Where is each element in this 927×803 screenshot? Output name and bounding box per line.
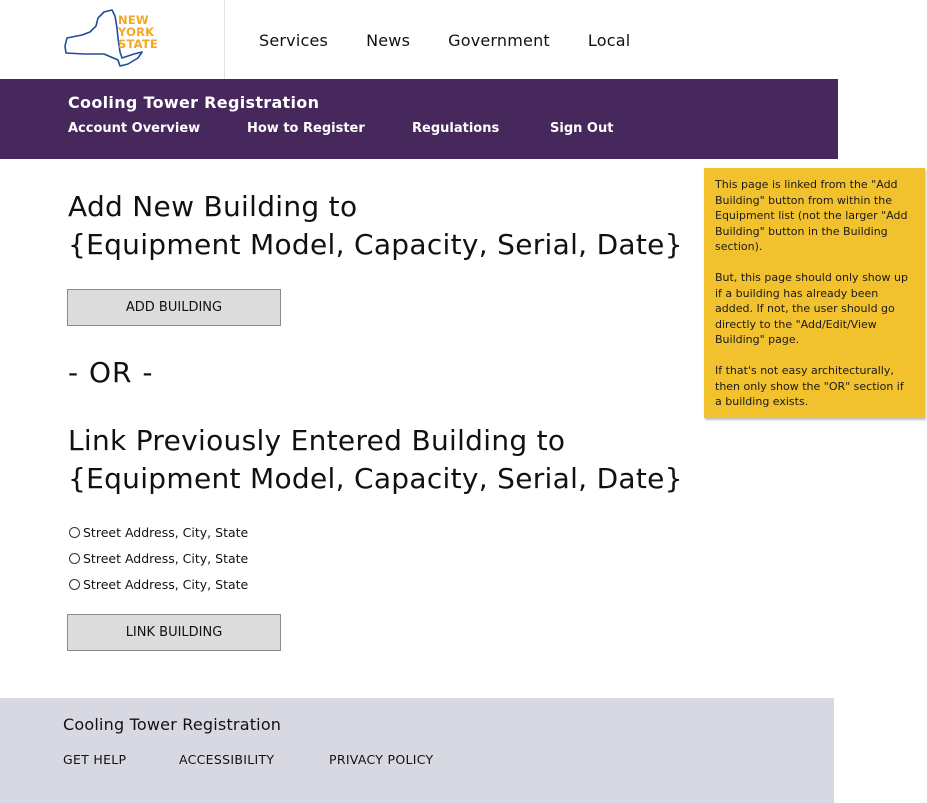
heading-line: Add New Building to bbox=[68, 190, 358, 223]
note-paragraph: If that's not easy architecturally, then only show the "OR" section if a building exists. bbox=[715, 364, 904, 408]
site-header bbox=[0, 0, 838, 79]
radio-unchecked-icon[interactable] bbox=[69, 553, 80, 564]
nav-local[interactable]: Local bbox=[587, 31, 631, 50]
site-footer bbox=[0, 698, 834, 803]
subnav-how-to-register[interactable]: How to Register bbox=[247, 121, 365, 136]
link-building-heading bbox=[68, 422, 683, 498]
header-divider bbox=[224, 0, 225, 79]
or-separator: - OR - bbox=[68, 356, 154, 389]
footer-link-get-help[interactable]: GET HELP bbox=[63, 752, 127, 767]
annotation-note bbox=[704, 168, 925, 418]
heading-line: {Equipment Model, Capacity, Serial, Date} bbox=[68, 462, 683, 495]
logo-line: NEW bbox=[118, 13, 149, 27]
footer-link-privacy-policy[interactable]: PRIVACY POLICY bbox=[329, 752, 434, 767]
address-label: Street Address, City, State bbox=[83, 551, 249, 566]
app-bar bbox=[0, 79, 838, 159]
footer-link-accessibility[interactable]: ACCESSIBILITY bbox=[179, 752, 275, 767]
heading-line: Link Previously Entered Building to bbox=[68, 424, 566, 457]
subnav-regulations[interactable]: Regulations bbox=[412, 121, 500, 136]
address-option[interactable] bbox=[69, 577, 248, 592]
nav-services[interactable]: Services bbox=[259, 31, 329, 50]
add-building-button[interactable]: ADD BUILDING bbox=[67, 289, 281, 326]
note-paragraph: But, this page should only show up if a building has already been added. If not, the user should go directly to the "Add/Edit/View Building" page. bbox=[715, 271, 908, 346]
address-label: Street Address, City, State bbox=[83, 577, 249, 592]
nav-news[interactable]: News bbox=[366, 31, 411, 50]
address-label: Street Address, City, State bbox=[83, 525, 249, 540]
app-title: Cooling Tower Registration bbox=[68, 93, 320, 112]
heading-line: {Equipment Model, Capacity, Serial, Date} bbox=[68, 228, 683, 261]
note-paragraph: This page is linked from the "Add Building" button from within the Equipment list (not the larger "Add Building" button in the Building section). bbox=[715, 178, 908, 253]
logo-line: YORK bbox=[118, 25, 155, 39]
address-option[interactable] bbox=[69, 525, 248, 540]
address-option[interactable] bbox=[69, 551, 248, 566]
logo-wordmark bbox=[118, 14, 158, 50]
top-nav bbox=[259, 31, 668, 50]
subnav-sign-out[interactable]: Sign Out bbox=[550, 121, 614, 136]
link-building-button[interactable]: LINK BUILDING bbox=[67, 614, 281, 651]
app-subnav bbox=[0, 121, 838, 139]
logo-line: STATE bbox=[118, 37, 158, 51]
radio-unchecked-icon[interactable] bbox=[69, 579, 80, 590]
radio-unchecked-icon[interactable] bbox=[69, 527, 80, 538]
subnav-account-overview[interactable]: Account Overview bbox=[68, 121, 201, 136]
footer-title: Cooling Tower Registration bbox=[63, 715, 282, 734]
nys-logo[interactable] bbox=[62, 8, 162, 70]
nav-government[interactable]: Government bbox=[448, 31, 550, 50]
add-building-heading bbox=[68, 188, 683, 264]
